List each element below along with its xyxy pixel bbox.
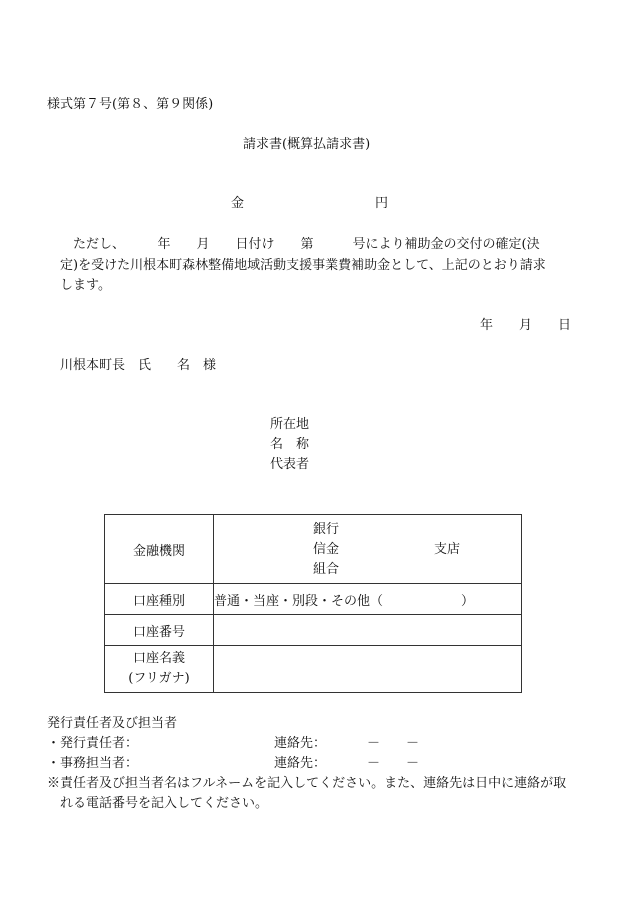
bank-account-table	[104, 514, 522, 693]
branch-label: 支店	[434, 542, 461, 557]
bank-type-kumiai: 組合	[313, 562, 340, 577]
account-number-field[interactable]	[214, 615, 522, 646]
bank-type-shinkin: 信金	[313, 542, 340, 557]
account-holder-field[interactable]	[214, 646, 522, 693]
account-holder-furigana-label: (フリガナ)	[128, 671, 190, 686]
issuer-heading: 発行責任者及び担当者	[47, 716, 178, 731]
date-line: 年 月 日	[480, 318, 572, 333]
document-title: 請求書(概算払請求書)	[243, 137, 371, 152]
body-line-1: ただし、 年 月 日付け 第 号により補助金の交付の確定(決	[73, 237, 540, 252]
account-number-label: 口座番号	[105, 615, 214, 646]
applicant-name-label: 名 称	[270, 437, 310, 452]
account-type-options: 普通・当座・別段・その他（ ）	[214, 584, 522, 615]
responsible-contact-label: 連絡先：	[274, 736, 327, 751]
staff-contact-dashes: － －	[367, 756, 420, 771]
institution-value-cell	[214, 515, 522, 584]
account-holder-label: 口座名義	[132, 651, 185, 666]
addressee: 川根本町長 氏 名 様	[60, 358, 217, 373]
account-type-label: 口座種別	[105, 584, 214, 615]
applicant-rep-label: 代表者	[270, 457, 310, 472]
body-line-2: 定)を受けた川根本町森林整備地域活動支援事業費補助金として、上記のとおり請求	[60, 258, 546, 273]
applicant-address-label: 所在地	[270, 417, 310, 432]
bank-type-bank: 銀行	[313, 522, 340, 537]
issuer-note-line-2: れる電話番号を記入してください。	[60, 796, 269, 811]
issuer-responsible-label: ・発行責任者：	[47, 736, 139, 751]
account-holder-label-cell	[105, 646, 214, 693]
staff-contact-label: 連絡先：	[274, 756, 327, 771]
responsible-contact-dashes: － －	[367, 736, 420, 751]
body-line-3: します。	[60, 278, 111, 293]
issuer-staff-label: ・事務担当者：	[47, 756, 139, 771]
institution-label-cell	[105, 515, 214, 584]
amount-prefix: 金	[231, 196, 245, 211]
form-number: 様式第７号(第８、第９関係)	[47, 97, 214, 112]
amount-suffix: 円	[375, 196, 389, 211]
institution-label: 金融機関	[132, 543, 185, 559]
issuer-note-line-1: ※責任者及び担当者名はフルネームを記入してください。また、連絡先は日中に連絡が取	[47, 776, 567, 791]
